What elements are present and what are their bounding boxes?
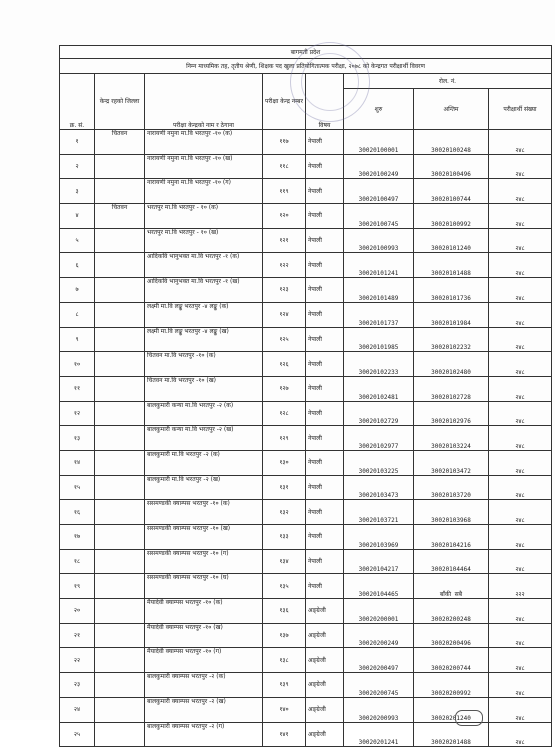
row-sn: २० xyxy=(60,599,95,624)
row-sn: २५ xyxy=(60,722,95,747)
row-district xyxy=(95,549,145,574)
row-district xyxy=(95,475,145,500)
row-subject: नेपाली xyxy=(306,302,344,327)
row-district xyxy=(95,426,145,451)
row-count: २४८ xyxy=(489,500,552,525)
row-roll-start: 30020100001 xyxy=(344,130,414,155)
row-subject: नेपाली xyxy=(306,549,344,574)
row-roll-start: 30020102977 xyxy=(344,426,414,451)
row-sn: ८ xyxy=(60,302,95,327)
table-row xyxy=(60,253,552,278)
row-roll-start: 30020103969 xyxy=(344,525,414,550)
table-row xyxy=(60,500,552,525)
row-sn: ५ xyxy=(60,228,95,253)
row-sn: २४ xyxy=(60,697,95,722)
row-roll-end: 30020102232 xyxy=(414,327,489,352)
row-roll-start: 30020103225 xyxy=(344,450,414,475)
row-roll-start: 30020104217 xyxy=(344,549,414,574)
row-subject: नेपाली xyxy=(306,525,344,550)
row-sn: १४ xyxy=(60,450,95,475)
row-roll-end: 30020103968 xyxy=(414,500,489,525)
table-row xyxy=(60,130,552,155)
row-center-name: लक्ष्मी मा.वि लङ्कू भरतपुर -४ लङ्कू (ख) xyxy=(145,327,263,352)
row-center-code: १२१ xyxy=(263,228,306,253)
table-row xyxy=(60,574,552,599)
row-subject: नेपाली xyxy=(306,204,344,229)
row-center-name: नारायणी नमुना मा.वि भरतपुर -१० (क) xyxy=(145,130,263,155)
table-row xyxy=(60,401,552,426)
row-roll-start: 30020200001 xyxy=(344,599,414,624)
row-count: २४८ xyxy=(489,525,552,550)
row-sn: १२ xyxy=(60,401,95,426)
row-center-name: बालकुमारी कन्या मा.वि भरतपुर -२ (क) xyxy=(145,401,263,426)
table-row xyxy=(60,352,552,377)
row-subject: नेपाली xyxy=(306,228,344,253)
row-district xyxy=(95,623,145,648)
table-row xyxy=(60,228,552,253)
row-roll-end: 30020100248 xyxy=(414,130,489,155)
row-subject: अङ्ग्रेजी xyxy=(306,722,344,747)
row-roll-end: 30020200992 xyxy=(414,673,489,698)
document-title: निम्न माध्यमिक तह, तृतीय श्रेणी, शिक्षक पद खुला प्रतियोगितात्मक परीक्षा, २०७८ को केन्द्रगत परीक्षार्थी विवरण xyxy=(60,59,552,74)
row-center-code: १२५ xyxy=(263,327,306,352)
row-district xyxy=(95,278,145,303)
row-count: २४८ xyxy=(489,648,552,673)
row-roll-end: 30020200744 xyxy=(414,648,489,673)
header-count: परीक्षार्थी संख्या xyxy=(489,89,552,130)
row-sn: ४ xyxy=(60,204,95,229)
row-subject: नेपाली xyxy=(306,154,344,179)
row-center-name: आदिकवि भानुभक्त मा.वि भरतपुर -१ (ख) xyxy=(145,278,263,303)
row-center-name: बालकुमारी क्याम्पस भरतपुर -२ (क) xyxy=(145,673,263,698)
row-roll-end: 30020100992 xyxy=(414,204,489,229)
row-center-code: १२६ xyxy=(263,352,306,377)
row-center-name: मैयादेवी क्याम्पस भरतपुर -१० (क) xyxy=(145,599,263,624)
row-count: २४८ xyxy=(489,623,552,648)
row-sn: ६ xyxy=(60,253,95,278)
row-roll-end: 30020101736 xyxy=(414,278,489,303)
row-center-name: ससमण्डकी क्याम्पस भरतपुर -१० (क) xyxy=(145,500,263,525)
table-row xyxy=(60,327,552,352)
row-count: २२२ xyxy=(489,574,552,599)
row-count: २४८ xyxy=(489,475,552,500)
row-subject: नेपाली xyxy=(306,179,344,204)
row-center-code: १४१ xyxy=(263,722,306,747)
row-roll-end: 30020101984 xyxy=(414,302,489,327)
table-row xyxy=(60,599,552,624)
row-center-code: १३६ xyxy=(263,599,306,624)
row-roll-end: 30020102728 xyxy=(414,376,489,401)
row-district xyxy=(95,179,145,204)
table-row xyxy=(60,278,552,303)
table-row xyxy=(60,376,552,401)
row-district xyxy=(95,228,145,253)
row-center-name: बालकुमारी कन्या मा.वि भरतपुर -२ (ख) xyxy=(145,426,263,451)
row-district xyxy=(95,253,145,278)
row-count: २४८ xyxy=(489,228,552,253)
row-district xyxy=(95,450,145,475)
row-roll-end: 30020103224 xyxy=(414,426,489,451)
row-district xyxy=(95,697,145,722)
row-center-code: १२४ xyxy=(263,302,306,327)
header-subject: विषय xyxy=(306,74,344,130)
row-center-name: लक्ष्मी मा.वि लङ्कू भरतपुर -४ लङ्कू (क) xyxy=(145,302,263,327)
row-district xyxy=(95,673,145,698)
row-roll-start: 30020200993 xyxy=(344,697,414,722)
row-roll-end: 30020100744 xyxy=(414,179,489,204)
row-center-name: चितवन मा.वि भरतपुर -१० (क) xyxy=(145,352,263,377)
row-roll-end: बाँकी सबै xyxy=(414,574,489,599)
row-roll-end: 30020201240 xyxy=(414,697,489,722)
row-center-code: १३८ xyxy=(263,648,306,673)
row-center-code: १२२ xyxy=(263,253,306,278)
row-center-name: नारायणी नमुना मा.वि भरतपुर -१० (ग) xyxy=(145,179,263,204)
row-roll-end: 30020101488 xyxy=(414,253,489,278)
table-row xyxy=(60,450,552,475)
row-center-code: १२८ xyxy=(263,401,306,426)
row-roll-end: 30020102976 xyxy=(414,401,489,426)
row-roll-start: 30020200745 xyxy=(344,673,414,698)
table-row xyxy=(60,648,552,673)
row-count: २४८ xyxy=(489,204,552,229)
row-roll-end: 30020103472 xyxy=(414,450,489,475)
row-count: २४८ xyxy=(489,179,552,204)
row-roll-start: 30020102233 xyxy=(344,352,414,377)
row-subject: नेपाली xyxy=(306,253,344,278)
table-row xyxy=(60,525,552,550)
row-district xyxy=(95,500,145,525)
row-sn: १५ xyxy=(60,475,95,500)
row-count: २४८ xyxy=(489,352,552,377)
row-center-code: १३२ xyxy=(263,500,306,525)
row-roll-start: 30020101985 xyxy=(344,327,414,352)
row-roll-start: 30020100249 xyxy=(344,154,414,179)
row-roll-end: 30020101240 xyxy=(414,228,489,253)
row-roll-start: 30020101489 xyxy=(344,278,414,303)
row-center-code: १३१ xyxy=(263,475,306,500)
row-center-name: बालकुमारी मा.वि भरतपुर -२ (क) xyxy=(145,450,263,475)
row-subject: अङ्ग्रेजी xyxy=(306,697,344,722)
row-center-name: ससमण्डकी क्याम्पस भरतपुर -१० (ख) xyxy=(145,525,263,550)
row-sn: २३ xyxy=(60,673,95,698)
row-center-name: आदिकवि भानुभक्त मा.वि भरतपुर -१ (क) xyxy=(145,253,263,278)
row-count: २४८ xyxy=(489,599,552,624)
row-district: चितवन xyxy=(95,130,145,155)
row-count: २४८ xyxy=(489,130,552,155)
row-roll-start: 30020103473 xyxy=(344,475,414,500)
row-count: २४८ xyxy=(489,673,552,698)
row-count: २४८ xyxy=(489,401,552,426)
table-row xyxy=(60,154,552,179)
table-row xyxy=(60,179,552,204)
row-roll-start: 30020101241 xyxy=(344,253,414,278)
row-sn: १६ xyxy=(60,500,95,525)
row-sn: १७ xyxy=(60,525,95,550)
row-roll-start: 30020200249 xyxy=(344,623,414,648)
row-district xyxy=(95,525,145,550)
exam-center-table xyxy=(59,45,552,747)
row-center-name: बालकुमारी मा.वि भरतपुर -२ (ख) xyxy=(145,475,263,500)
row-sn: २१ xyxy=(60,623,95,648)
row-sn: १८ xyxy=(60,549,95,574)
row-sn: ३ xyxy=(60,179,95,204)
row-count: २४८ xyxy=(489,722,552,747)
row-subject: नेपाली xyxy=(306,500,344,525)
row-roll-start: 30020102481 xyxy=(344,376,414,401)
row-subject: नेपाली xyxy=(306,450,344,475)
row-sn: ११ xyxy=(60,376,95,401)
row-roll-end: 30020102480 xyxy=(414,352,489,377)
row-count: २४८ xyxy=(489,302,552,327)
row-district xyxy=(95,302,145,327)
row-roll-end: 30020200496 xyxy=(414,623,489,648)
header-center-code: परीक्षा केन्द्र नम्बर xyxy=(263,74,306,130)
table-row xyxy=(60,426,552,451)
row-center-code: १२७ xyxy=(263,376,306,401)
row-sn: २२ xyxy=(60,648,95,673)
row-district xyxy=(95,722,145,747)
row-center-name: ससमण्डकी क्याम्पस भरतपुर -१० (ग) xyxy=(145,549,263,574)
row-roll-start: 30020100993 xyxy=(344,228,414,253)
row-district xyxy=(95,648,145,673)
row-roll-end: 30020201488 xyxy=(414,722,489,747)
row-roll-start: 30020103721 xyxy=(344,500,414,525)
row-district: चितवन xyxy=(95,204,145,229)
header-center: परीक्षा केन्द्रको नाम र ठेगाना xyxy=(145,74,263,130)
row-district xyxy=(95,401,145,426)
row-center-code: १३० xyxy=(263,450,306,475)
row-district xyxy=(95,327,145,352)
row-center-code: १२३ xyxy=(263,278,306,303)
row-subject: नेपाली xyxy=(306,426,344,451)
row-sn: १० xyxy=(60,352,95,377)
row-center-code: ११७ xyxy=(263,130,306,155)
row-sn: ७ xyxy=(60,278,95,303)
header-district: केन्द्र रहको जिल्ला xyxy=(95,74,145,130)
row-roll-end: 30020104464 xyxy=(414,549,489,574)
row-roll-start: 30020100745 xyxy=(344,204,414,229)
row-subject: अङ्ग्रेजी xyxy=(306,623,344,648)
row-roll-start: 30020100497 xyxy=(344,179,414,204)
row-sn: २ xyxy=(60,154,95,179)
row-center-code: १३४ xyxy=(263,549,306,574)
header-sn: क्र. सं. xyxy=(60,74,95,130)
row-sn: १३ xyxy=(60,426,95,451)
row-center-code: १३९ xyxy=(263,673,306,698)
row-district xyxy=(95,599,145,624)
row-subject: नेपाली xyxy=(306,327,344,352)
header-roll-end: अन्तिम xyxy=(414,89,489,130)
row-center-code: १३३ xyxy=(263,525,306,550)
row-count: २४८ xyxy=(489,253,552,278)
row-center-name: बालकुमारी क्याम्पस भरतपुर -२ (ख) xyxy=(145,697,263,722)
row-district xyxy=(95,376,145,401)
row-center-code: १४० xyxy=(263,697,306,722)
row-count: २४८ xyxy=(489,278,552,303)
table-row xyxy=(60,302,552,327)
row-count: २४८ xyxy=(489,697,552,722)
row-center-name: चितवन मा.वि भरतपुर -१० (ख) xyxy=(145,376,263,401)
row-center-code: १२० xyxy=(263,204,306,229)
row-center-name: नारायणी नमुना मा.वि भरतपुर -१० (ख) xyxy=(145,154,263,179)
row-roll-start: 30020200497 xyxy=(344,648,414,673)
row-sn: ९ xyxy=(60,327,95,352)
header-roll: रोल. नं. xyxy=(344,74,552,89)
row-count: २४८ xyxy=(489,376,552,401)
row-center-name: भरतपुर मा.वि भरतपुर - १० (ख) xyxy=(145,228,263,253)
table-row xyxy=(60,549,552,574)
row-roll-start: 30020104465 xyxy=(344,574,414,599)
province-heading: बागमती प्रदेश xyxy=(60,46,552,59)
row-center-name: बालकुमारी क्याम्पस भरतपुर -२ (ग) xyxy=(145,722,263,747)
header-roll-start: शुरु xyxy=(344,89,414,130)
row-count: २४८ xyxy=(489,327,552,352)
table-row xyxy=(60,204,552,229)
row-roll-end: 30020103720 xyxy=(414,475,489,500)
table-row xyxy=(60,475,552,500)
row-count: २४८ xyxy=(489,154,552,179)
row-center-code: ११९ xyxy=(263,179,306,204)
row-subject: अङ्ग्रेजी xyxy=(306,599,344,624)
row-sn: १ xyxy=(60,130,95,155)
row-roll-end: 30020104216 xyxy=(414,525,489,550)
row-roll-start: 30020101737 xyxy=(344,302,414,327)
row-count: २४८ xyxy=(489,450,552,475)
row-sn: १९ xyxy=(60,574,95,599)
row-center-code: १३७ xyxy=(263,623,306,648)
row-subject: नेपाली xyxy=(306,352,344,377)
row-district xyxy=(95,574,145,599)
row-subject: अङ्ग्रेजी xyxy=(306,673,344,698)
row-subject: नेपाली xyxy=(306,475,344,500)
row-subject: नेपाली xyxy=(306,130,344,155)
row-roll-end: 30020200248 xyxy=(414,599,489,624)
row-center-code: ११८ xyxy=(263,154,306,179)
row-subject: नेपाली xyxy=(306,278,344,303)
row-count: २४८ xyxy=(489,549,552,574)
row-subject: नेपाली xyxy=(306,376,344,401)
row-roll-start: 30020102729 xyxy=(344,401,414,426)
row-center-code: १३५ xyxy=(263,574,306,599)
row-count: २४८ xyxy=(489,426,552,451)
row-roll-start: 30020201241 xyxy=(344,722,414,747)
row-subject: अङ्ग्रेजी xyxy=(306,648,344,673)
table-row xyxy=(60,673,552,698)
table-row xyxy=(60,623,552,648)
row-center-name: मैयादेवी क्याम्पस भरतपुर -१० (ख) xyxy=(145,623,263,648)
row-roll-end: 30020100496 xyxy=(414,154,489,179)
page-corner-mark xyxy=(455,710,483,726)
row-center-code: १२९ xyxy=(263,426,306,451)
row-district xyxy=(95,154,145,179)
row-subject: नेपाली xyxy=(306,401,344,426)
row-center-name: ससमण्डकी क्याम्पस भरतपुर -१० (घ) xyxy=(145,574,263,599)
row-subject: नेपाली xyxy=(306,574,344,599)
row-district xyxy=(95,352,145,377)
row-center-name: भरतपुर मा.वि भरतपुर - १० (क) xyxy=(145,204,263,229)
row-center-name: मैयादेवी क्याम्पस भरतपुर -१० (ग) xyxy=(145,648,263,673)
